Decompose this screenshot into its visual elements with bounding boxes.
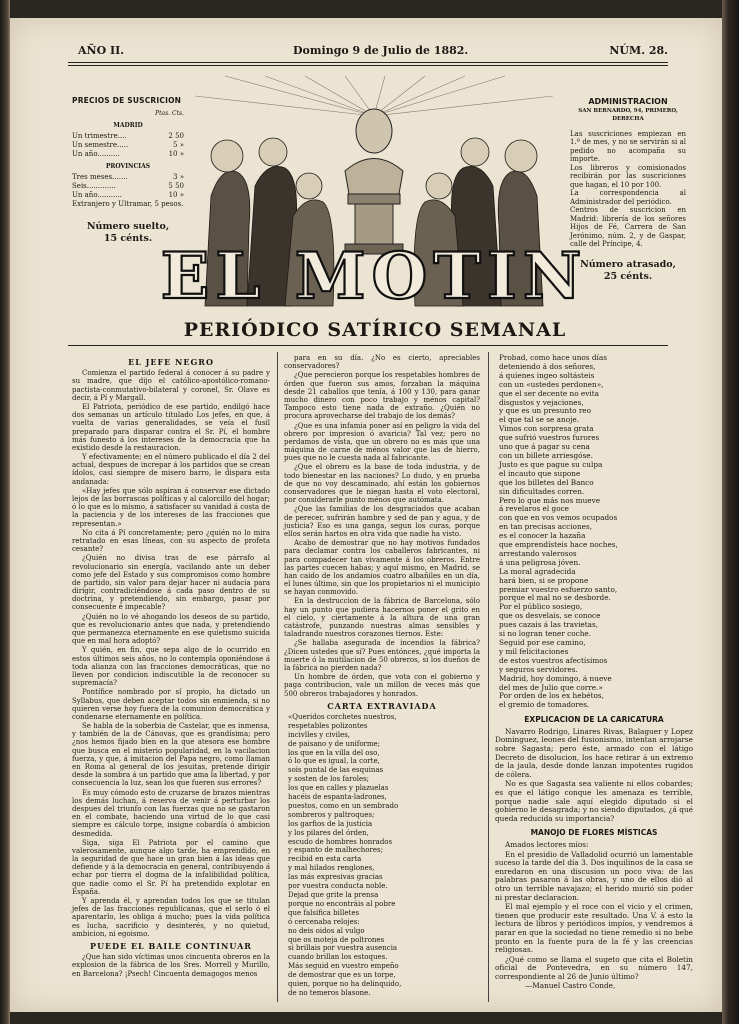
article-paragraph: ¿Que han sido víctimas unos cincuenta obreros en la explosion de la fábrica de los Sres. Morrell y Murillo, en Barcelona? ¡Psech! Cincuenta demagogos menos <box>72 953 270 978</box>
price-value: 2 50 <box>168 132 184 140</box>
article-paragraph: ¿Que el obrero es la base de toda industria, y de todo bienestar en las naciones? Lo dudo, y en prueba de que no voy descaminado, ahí están los gobiernos conservadores que le niegan hasta el voto electoral, por considerarle punto ménos que autómata. <box>284 463 480 505</box>
madrid-label: MADRID <box>113 122 143 129</box>
verse-line: con un billete arriesgóse. <box>499 450 593 460</box>
verse-line: Madrid, hoy domingo, á nueve <box>499 673 612 683</box>
article-paragraph: ¿Se hallaba asegurada de incendios la fábrica? ¿Dicen ustedes que sí? Pues entónces, ¿qué importa la muerte ó la mutilacion de 50 obreros, si los dueños de la fábrica no pierden nada? <box>284 639 480 672</box>
price-value: 10 » <box>168 191 184 199</box>
article-paragraph: Se habla de la soberbia de Castelar, que es inmensa, y también de la de Cánovas, que es grandísima; pero ¿nos hemos fijado bien en la que atesora ese hombre que busca en el misterio popularidad, en la vacilacion fuerza, y que, á imitacion del Papa negro, como llaman en Roma al general de los jesuitas, pretende dirigir desde la sombra á un partido que ama la libertad, y por consecuencia la luz, sean los que fueren sus errores? <box>72 722 270 788</box>
subscription-prices <box>72 96 184 245</box>
article-paragraph: Acabo de demostrar que no hay motivos fundados para declamar contra los caballeros fabricantes, ni para compadecer tan vivamente á los obreros. Entre las partes cuecen habas; y aquí mismo, en Madrid, se han caido de los andamios cuatro albañiles en un día, el lunes último, sin que los propietarios ni el municipio se hayan conmovido. <box>284 539 480 597</box>
verse-line: premiar vuestro esfuerzo santo, <box>499 584 618 594</box>
article-paragraph: «Hay jefes que sólo aspiran á conservar ese dictado lejos de las borrascas políticas y al calorcillo del hogar; ó lo que es lo mismo, á satisfacer su vanidad á costa de la paciencia y de los intereses de las fracciones que representan.» <box>72 486 270 528</box>
verse-line: del mes de Julio que corre.» <box>499 682 603 692</box>
verse-line: Probad, como hace unos días <box>499 353 607 362</box>
poem-heading: CARTA EXTRAVIADA <box>327 700 437 711</box>
verse-line: Por el público sosiego, <box>499 602 583 612</box>
verse-line: los garfios de la justicia <box>288 819 373 828</box>
article-heading: EL JEFE NEGRO <box>128 357 214 367</box>
article-paragraph: para en su día. ¿No es cierto, apreciables conservadores? <box>284 354 480 371</box>
price-label: Un semestre..... <box>72 141 129 149</box>
verse-line: Más seguid en vuestro empeño <box>288 962 399 971</box>
verse-line: que os moteja de poltrones <box>288 935 385 944</box>
verse-line: puestos, como en un sembrado <box>288 801 399 810</box>
price-label: Seis............. <box>72 182 116 190</box>
single-label: Número suelto, <box>86 221 170 232</box>
verse-line: Dejad que grite la prensa <box>288 891 379 899</box>
article-paragraph: Siga, siga El Patriota por el camino que valerosamente, aunque algo tarde, ha emprendido, en la seguridad de que hace un gran bien á las ideas que defiende y á la democracia en general, contribuyendo á echar por tierra el dogma de la infalibilidad política, que nadie como el Sr. Pí ha pretendido explotar en España. <box>72 838 270 896</box>
article-paragraph: El Patriota, periódico de ese partido, endilgó hace dos semanas un artículo titulado Los jefes, en que, á vuelta de varias generalidades, se veía el fusil preparado para disparar contra el Sr. Pí, el hombre más funesto á los intereses de la democracia que ha existido desde la restauracion. <box>72 402 270 452</box>
poem-verses <box>495 354 693 710</box>
verse-line: el gremio de tomadores. <box>499 700 590 710</box>
admin-title: ADMINISTRACION <box>588 97 668 106</box>
verse-line: y mil felicitaciones <box>499 646 569 656</box>
admin-text: Centros de suscricion en Madrid: librería de los señores Hijos de Fé, Carrera de San Jerónimo, núm. 2, y de Gaspar, calle del Príncipe, 4. <box>570 206 686 248</box>
price-value: 5 » <box>173 141 184 149</box>
article-paragraph: No cita á Pí concretamente; pero ¿quién no lo mira retratado en esas líneas, con su aspecto de profeta cesante? <box>72 528 270 554</box>
verse-line: de demostrar que es un torpe, <box>288 971 396 980</box>
issue-date: Domingo 9 de Julio de 1882. <box>293 44 469 57</box>
book-spine <box>0 0 10 1024</box>
verse-line: que os desvelais, se conoce <box>499 611 601 621</box>
article-paragraph: ¿Qué como se llama el sugeto que cita el Boletin oficial de Pontevedra, en su número 147, correspondiente al 26 de Junio último? <box>495 954 693 981</box>
article-paragraph: ¿Quién no divisa tras de ese párrafo al revolucionario sin energía, vacilando ante un deber como jefe del Estado y sus compromisos como hombre de partido, sin valor para dejar hacer ni audacia para dirigir, contradiciéndose á cada paso dentro de su doctrina, y pretendiendo, sin embargo, pasar por consecuente é impecable? <box>72 554 270 612</box>
verse-line: Por orden de los ex hebétos, <box>499 691 604 701</box>
article-paragraph: ¿Que las familias de los desgraciados que acaban de perecer, sufrirán hambre y sed de pan y agua, y de justicia? Eso es una ganga, segun los curas, porque ellos serán hartos en otra vida que nadie ha visto. <box>284 505 480 538</box>
verse-line: de paisano y de uniforme; <box>288 739 381 748</box>
verse-line: á revelaros el goce <box>499 504 569 514</box>
verse-line: y que es un presunto reo <box>499 406 592 416</box>
verse-line: con un «ustedes perdonen», <box>499 379 604 389</box>
verse-line: pues cazais á las travietas, <box>499 620 599 630</box>
price-row <box>72 173 184 182</box>
article-paragraph: Es muy cómodo esto de cruzarse de brazos mientras los demás luchan, á reserva de venir á perturbar los despues del triunfo con las fuerzas que no se gastaron en el combate, haciendo una virtud de lo que casi siempre es cálculo torpe, insigne cobardía ó ambicion desmedida. <box>72 788 270 838</box>
verse-line: «Queridos corchetes nuestros, <box>288 712 397 721</box>
price-row <box>72 132 184 141</box>
verse-line: cuando brillan los estoques. <box>288 953 388 962</box>
verse-line: quien, porque no ha delinquido, <box>288 980 402 989</box>
verse-line: y seguros servidores. <box>499 664 578 674</box>
header-rule-top <box>68 62 668 63</box>
verse-line: Vimos con sorpresa grata <box>499 424 594 434</box>
verse-line: á quienes ingeo soltásteis <box>499 370 595 380</box>
issue-year: AÑO II. <box>78 44 125 57</box>
verse-line: los que en calles y plazuelas <box>288 784 389 793</box>
verse-line: La moral agradecida <box>499 566 576 576</box>
verse-line: con que en vos vemos ocupados <box>499 513 618 523</box>
verse-line: sin dificultades corren. <box>499 486 585 496</box>
price-label: Tres meses....... <box>72 173 128 181</box>
verse-line: las más expresivas gracias <box>288 873 383 882</box>
issue-number: NÚM. 28. <box>609 44 668 57</box>
verse-line: disgustos y vejaciones, <box>499 397 584 407</box>
verse-line: por vuestra conducta noble. <box>288 882 388 891</box>
article-paragraph: Y efectivamente; en el número publicado el día 2 del actual, despues de increpar á los partidos que se crean ídolos, casi siempre de misero barro, le dispara esta andanada: <box>72 453 270 486</box>
masthead-subtitle: PERIÓDICO SATÍRICO SEMANAL <box>183 319 567 341</box>
verse-line: de no temeros blasone. <box>288 988 371 997</box>
price-value: 10 » <box>168 150 184 158</box>
price-row <box>72 182 184 191</box>
verse-line: arrestando valerosos <box>499 548 577 558</box>
header-bar <box>68 40 668 62</box>
administration-box <box>570 98 686 283</box>
article-paragraph: ¿Quién no lo vé ahogando los deseos de su partido, que es revolucionario antes que nada, y pretendiendo que permanezca eternamente en ese quietismo suicida que en mal hora adoptó? <box>72 612 270 646</box>
provinces-label: PROVINCIAS <box>105 163 151 170</box>
verse-line: respetables polizontes <box>288 721 368 730</box>
article-paragraph: Y quién, en fin, que sepa algo de lo ocurrido en estos últimos seis años, no lo contempla oponiéndose á toda alianza con las fracciones democráticas, que no lleven por condicion indiscutible la de reconocer su supremacía? <box>72 646 270 688</box>
verse-line: los que en la villa del oso, <box>288 748 380 757</box>
column-divider <box>277 352 278 1002</box>
verse-line: en tan precisas acciones, <box>499 522 593 532</box>
verse-line: y sosten de los faroles; <box>288 775 370 784</box>
verse-line: es el conocer la hazaña <box>499 531 586 541</box>
subtitle-rule <box>68 345 668 346</box>
verse-line: y mal hilados renglones, <box>288 864 375 873</box>
verse-line: Seguid por ese camino, <box>499 638 586 647</box>
article-heading: EXPLICACION DE LA CARICATURA <box>524 715 664 725</box>
price-value: 5 50 <box>168 182 184 190</box>
page-edge <box>722 0 739 1024</box>
column-3 <box>495 354 693 992</box>
verse-line: el que tal se se anoje. <box>499 415 580 425</box>
verse-line: Justo es que pague su culpa <box>499 459 603 469</box>
admin-text: La correspondencia al Administrador del periódico. <box>570 189 686 206</box>
single-price: 15 cénts. <box>103 233 153 244</box>
newspaper-page <box>10 18 722 1012</box>
verse-line: sois puntal de las esquinas <box>288 766 384 775</box>
admin-text: Los libreros y comisionados recibirán por las suscriciones que hagan, el 10 por 100. <box>570 163 686 189</box>
column-2 <box>284 354 480 998</box>
verse-line: porque no encontráis al pobre <box>288 899 396 908</box>
back-price: 25 cénts. <box>603 270 653 282</box>
verse-line: Pero lo que más nos mueve <box>499 495 601 505</box>
verse-line: que los billetes del Banco <box>499 477 594 487</box>
article-heading: MANOJO DE FLORES MÍSTICAS <box>530 828 658 838</box>
price-value: 3 » <box>173 173 184 181</box>
subscription-title: PRECIOS DE SUSCRICION <box>72 96 182 105</box>
price-row <box>72 141 184 150</box>
column-1 <box>72 354 270 979</box>
verse-line: no deis oidos al vulgo <box>288 926 365 935</box>
article-paragraph: ¿Que es una infamia poner así en peligro la vida del obrero por impresion ó avaricia? Tal vez; pero no perdamos de vista, que un obrero no es más que una máquina de carne de ménos valor que las de hierro, pues que no le cuesta nada al fabricante. <box>284 421 480 463</box>
price-label: Un trimestre.... <box>72 132 127 140</box>
article-heading: PUEDE EL BAILE CONTINUAR <box>90 940 252 951</box>
verse-line: sombreros y paltroques; <box>288 810 375 819</box>
verse-line: á una peligrosa jóven. <box>499 557 581 567</box>
masthead-title: EL MOTIN <box>160 239 588 314</box>
verse-line: ó lo que es igual, la corte, <box>288 757 380 766</box>
verse-line: hará bien, si se propone <box>499 575 589 585</box>
verse-line: que el ser decente no evita <box>499 388 599 398</box>
poem-verses <box>284 713 480 998</box>
price-column-header: Ptas. Cts. <box>155 110 184 117</box>
back-label: Número atrasado, <box>580 258 676 270</box>
verse-line: hacéis de espanta-ladrones, <box>288 793 387 802</box>
column-divider <box>488 352 489 1002</box>
back-issue-price <box>570 259 686 283</box>
foreign-price: Extranjero y Ultramar, 5 pesos. <box>72 200 184 208</box>
verse-line: de estos vuestros afectísimos <box>499 655 608 665</box>
admin-text: Las suscriciones empiezan en 1.º de mes, y no se servirán si al pedido no acompaña su importe. <box>570 129 686 163</box>
price-row <box>72 150 184 159</box>
verse-line: el incauto que supone <box>499 468 581 478</box>
verse-line: y los pilares del órden, <box>288 828 369 837</box>
verse-line: uno que á pagar su cena <box>499 442 590 452</box>
verse-line: si brillais por vuestra ausencia <box>288 944 398 953</box>
verse-line: ó cercenaba relojes: <box>288 917 360 926</box>
verse-line: porque el mal no se desborde. <box>499 593 611 603</box>
price-label: Un año........... <box>72 191 122 199</box>
article-paragraph: ¿Que perecieron porque los respetables hombres de órden que fueron sus amos, forzaban la máquina desde 21 caballos que tenía, á 100 y 130, para ganar mucho dinero con poco trabajo y ménos capital? Tampoco esto tiene nada de extraño. ¿Quién no procura aprovecharse del trabajo de los demás? <box>284 371 480 421</box>
admin-address: SAN BERNARDO, 94, PRIMERO, DERECHA <box>578 107 678 122</box>
article-paragraph: Pontífice nombrado por sí propio, ha dictado un Syllabus, que deben aceptar todos sin enmienda, si no quieren verse hoy fuera de la comunion democrática y condenarse eternamente en política. <box>72 688 270 721</box>
header-rule-bottom <box>68 65 668 66</box>
verse-line: y espanto de malhechores; <box>288 846 383 855</box>
verse-line: escudo de hombres honrados <box>288 837 393 846</box>
verse-line: recibid en esta carta <box>288 855 362 864</box>
article-paragraph: En la destruccion de la fábrica de Barcelona, sólo hay un punto que pudiera hacernos poner el grito en el cielo, y ciertamente á la altura de una gran catástrofe, punzando nuestras almas sensibles y taladrando nuestros corazones tiernos. Este: <box>284 597 480 639</box>
article-paragraph: El mal ejemplo y el roce con el vicio y el crimen, tienen que producir este resultado. Una V. á esto la lectura de libros y periódicos impíos, y vendremos á parar en que la sociedad no tiene remedio si no bebe pronto en la fuente pura de la fé y las creencias religiosas. <box>495 902 693 955</box>
signature: —Manuel Castro Conde, <box>525 981 616 991</box>
verse-line: incivlles y civiles, <box>288 730 351 739</box>
article-paragraph: Amados lectores míos: <box>505 839 589 849</box>
verse-line: si no logran tener coche. <box>499 629 592 639</box>
price-label: Un año.......... <box>72 150 120 158</box>
article-paragraph: Navarro Rodrigo, Linares Rivas, Balaguer y Lopez Dominguez, leones del fusionismo, intentan arrojarse sobre Sagasta; pero éste, armado con el látigo Decreto de disolucion, los hace retirar á un extremo de la jaula, desde donde lanzan impotentes rugidos de cólera. <box>495 726 693 779</box>
article-paragraph: En el presidio de Valladolid ocurrió un lamentable suceso la tarde del día 3. Dos inquilinos de la casa se enredaron en una discusion un poco viva: de las palabras pasaron á las obras, y uno de ellos dió al otro un terrible navajazo; el herido murió sin poder ni prestar declaracion. <box>495 849 693 902</box>
article-paragraph: Un hombre de órden, que vota con el gobierno y paga contribucion, vale un millon de veces más que 500 obreros trabajadores y honrados. <box>284 673 480 698</box>
article-paragraph: Comienza el partido federal á conocer á su padre y su madre, que dijo el católico-apostólico-romano-pactista-conmutativo-bilateral y coronel, Sr. Olave es decir, á Pí y Margall. <box>72 369 270 402</box>
verse-line: que emprendísteis hace noches, <box>499 540 618 550</box>
verse-line: que falsifica billetes <box>288 908 360 917</box>
verse-line: deteniendo á dos señores, <box>499 361 596 371</box>
price-row <box>72 191 184 200</box>
verse-line: que sufrió vuestros furores <box>499 433 600 443</box>
article-paragraph: Y aprenda él, y aprendan todos los que se titulan jefes de las fracciones republicanas, que el serlo ó el aparentarlo, les obliga á mucho; pues la vida política es lucha, sacrificio y desinterés, y no quietud, ambicion, ni egoismo. <box>72 897 270 938</box>
article-paragraph: No es que Sagasta sea valiente ni ellos cobardes; es que el látigo conque les amenaza es terrible, porque nadie sale aquí elegido diputado si el gobierno le desagrada; y no siendo diputados, ¿á qué queda reducida su importancia? <box>495 779 693 823</box>
